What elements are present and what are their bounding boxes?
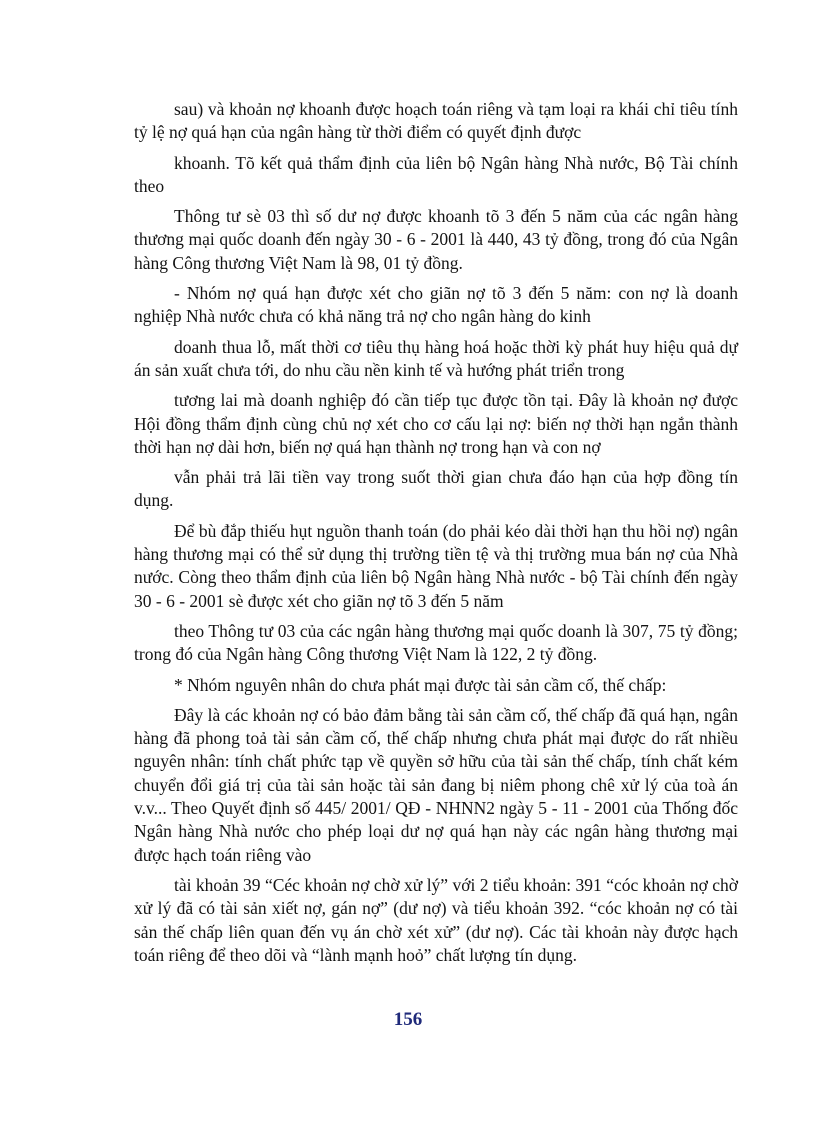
paragraph: doanh thua lỗ, mất thời cơ tiêu thụ hàng hoá hoặc thời kỳ phát huy hiệu quả dự án sản xuất chưa tới, do nhu cầu nền kinh tế và hướng phát triển trong — [134, 336, 738, 380]
paragraph: Thông tư sè 03 thì số dư nợ được khoanh tõ 3 đến 5 năm của các ngân hàng thương mại quốc doanh đến ngày 30 - 6 - 2001 là 440, 43 tỷ đồng, trong đó của Ngân hàng Công thương Việt Nam là 98, 01 tỷ đồng. — [134, 206, 738, 273]
page-number: 156 — [393, 1009, 423, 1030]
paragraph: tài khoản 39 “Céc khoản nợ chờ xử lý” với 2 tiểu khoản: 391 “cóc khoản nợ chờ xử lý đã có tài sản xiết nợ, gán nợ” (dư nợ) và tiểu khoản 392. “cóc khoản nợ có tài sản thế chấp liên quan đến vụ án chờ xét xử” (dư nợ). Các tài khoản này được hạch toán riêng để theo dõi và “lành mạnh hoỏ” chất lượng tín dụng. — [134, 874, 738, 965]
paragraph: vẫn phải trả lãi tiền vay trong suốt thời gian chưa đáo hạn của hợp đồng tín dụng. — [134, 467, 738, 511]
paragraph: Đây là các khoản nợ có bảo đảm bằng tài sản cầm cố, thế chấp đã quá hạn, ngân hàng đã phong toả tài sản cầm cố, thế chấp nhưng chưa phát mại được do rất nhiều nguyên nhân: tính chất phức tạp về quyền sở hữu của tài sản thế chấp, tính chất kém chuyển đổi giá trị của tài sản hoặc tài sản đang bị niêm phong chê xử lý của toà án v.v... Theo Quyết định số 445/ 2001/ QĐ - NHNN2 ngày 5 - 11 - 2001 của Thống đốc Ngân hàng Nhà nước cho phép loại dư nợ quá hạn này các ngân hàng thương mại được hạch toán riêng vào — [134, 704, 738, 865]
paragraph: Để bù đắp thiếu hụt nguồn thanh toán (do phải kéo dài thời hạn thu hồi nợ) ngân hàng thương mại có thể sử dụng thị trường tiền tệ và thị trường mua bán nợ của Nhà nước. Còng theo thẩm định của liên bộ Ngân hàng Nhà nước - bộ Tài chính đến ngày 30 - 6 - 2001 sè được xét cho giãn nợ tõ 3 đến 5 năm — [134, 520, 738, 611]
paragraph: sau) và khoản nợ khoanh được hoạch toán riêng và tạm loại ra khái chỉ tiêu tính tỷ lệ nợ quá hạn của ngân hàng từ thời điểm có quyết định được — [134, 99, 738, 143]
paragraph: tương lai mà doanh nghiệp đó cần tiếp tục được tồn tại. Đây là khoản nợ được Hội đồng thẩm định cùng chủ nợ xét cho cơ cấu lại nợ: biến nợ thời hạn ngắn thành thời hạn nợ dài hơn, biến nợ quá hạn thành nợ trong hạn và con nợ — [134, 390, 738, 457]
body-text — [134, 98, 738, 967]
paragraph: khoanh. Tõ kết quả thẩm định của liên bộ Ngân hàng Nhà nước, Bộ Tài chính theo — [134, 152, 738, 196]
paragraph: - Nhóm nợ quá hạn được xét cho giãn nợ tõ 3 đến 5 năm: con nợ là doanh nghiệp Nhà nước chưa có khả năng trả nợ cho ngân hàng do kinh — [134, 283, 738, 327]
paragraph: theo Thông tư 03 của các ngân hàng thương mại quốc doanh là 307, 75 tỷ đồng; trong đó của Ngân hàng Công thương Việt Nam là 122, 2 tỷ đồng. — [134, 620, 738, 665]
paragraph: * Nhóm nguyên nhân do chưa phát mại được tài sản cầm cố, thế chấp: — [174, 674, 667, 695]
